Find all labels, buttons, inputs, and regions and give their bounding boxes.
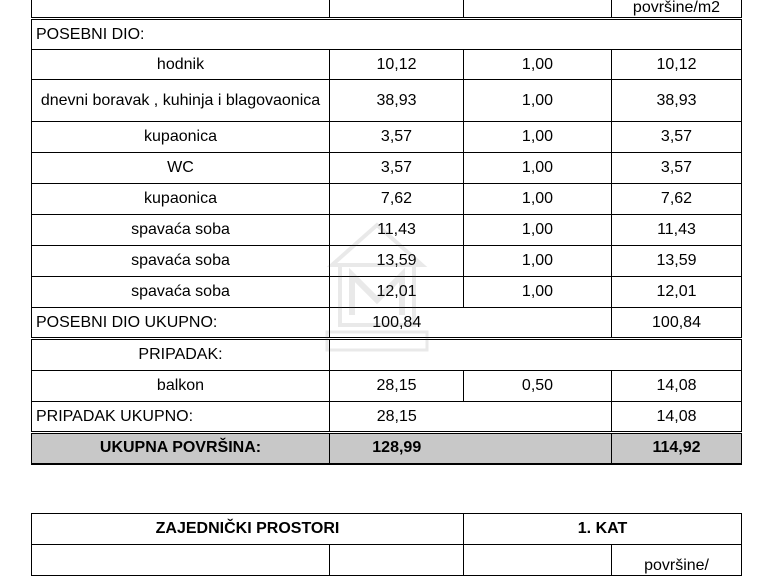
room-coef: 0,50 xyxy=(464,371,612,402)
header-cell: površine/m2 xyxy=(612,0,742,19)
grand-total-coef xyxy=(464,433,612,464)
header-row xyxy=(32,545,742,576)
room-area: 38,93 xyxy=(330,80,464,122)
pripadak-row xyxy=(32,339,742,371)
room-area: 3,57 xyxy=(330,122,464,153)
room-coef: 1,00 xyxy=(464,50,612,80)
room-name: hodnik xyxy=(32,50,330,80)
grand-total-row xyxy=(32,433,742,464)
common-areas-header xyxy=(32,514,742,545)
table-row xyxy=(32,153,742,184)
room-coef: 1,00 xyxy=(464,215,612,246)
header-cell xyxy=(330,0,464,19)
pripadak-total-label: PRIPADAK UKUPNO: xyxy=(32,402,330,433)
grand-total-net: 114,92 xyxy=(612,433,742,464)
table-row xyxy=(32,184,742,215)
section-label: POSEBNI DIO: xyxy=(32,19,742,50)
room-net: 11,43 xyxy=(612,215,742,246)
header-cell xyxy=(464,545,612,576)
room-area: 12,01 xyxy=(330,277,464,308)
room-name: dnevni boravak , kuhinja i blagovaonica xyxy=(32,80,330,122)
common-areas-table xyxy=(31,513,742,576)
room-net: 12,01 xyxy=(612,277,742,308)
table-row xyxy=(32,277,742,308)
table-row xyxy=(32,246,742,277)
room-net: 38,93 xyxy=(612,80,742,122)
section-total-coef xyxy=(464,308,612,339)
room-net: 3,57 xyxy=(612,153,742,184)
table-row xyxy=(32,371,742,402)
room-net: 13,59 xyxy=(612,246,742,277)
room-name: kupaonica xyxy=(32,184,330,215)
header-cell: površine/ xyxy=(612,545,742,576)
header-row xyxy=(32,0,742,19)
room-net: 14,08 xyxy=(612,371,742,402)
room-area: 13,59 xyxy=(330,246,464,277)
table-row xyxy=(32,80,742,122)
room-area: 3,57 xyxy=(330,153,464,184)
table-row xyxy=(32,50,742,80)
room-name: spavaća soba xyxy=(32,215,330,246)
header-cell xyxy=(330,545,464,576)
table-row xyxy=(32,215,742,246)
room-name: kupaonica xyxy=(32,122,330,153)
grand-total-label: UKUPNA POVRŠINA: xyxy=(32,433,330,464)
room-coef: 1,00 xyxy=(464,246,612,277)
pripadak-total-row xyxy=(32,402,742,433)
table-row xyxy=(32,122,742,153)
floor-label: 1. KAT xyxy=(464,514,742,545)
room-coef: 1,00 xyxy=(464,80,612,122)
room-coef: 1,00 xyxy=(464,184,612,215)
room-coef: 1,00 xyxy=(464,122,612,153)
area-table xyxy=(31,0,742,465)
room-net: 10,12 xyxy=(612,50,742,80)
pripadak-empty xyxy=(330,339,742,371)
room-area: 11,43 xyxy=(330,215,464,246)
room-area: 28,15 xyxy=(330,371,464,402)
header-cell xyxy=(32,545,330,576)
room-area: 10,12 xyxy=(330,50,464,80)
room-net: 3,57 xyxy=(612,122,742,153)
pripadak-total-net: 14,08 xyxy=(612,402,742,433)
section-total-row xyxy=(32,308,742,339)
common-areas-title: ZAJEDNIČKI PROSTORI xyxy=(32,514,464,545)
header-cell xyxy=(32,0,330,19)
grand-total-area: 128,99 xyxy=(330,433,464,464)
pripadak-total-area: 28,15 xyxy=(330,402,464,433)
room-coef: 1,00 xyxy=(464,277,612,308)
section-total-area: 100,84 xyxy=(330,308,464,339)
header-cell xyxy=(464,0,612,19)
room-name: balkon xyxy=(32,371,330,402)
pripadak-total-coef xyxy=(464,402,612,433)
section-total-label: POSEBNI DIO UKUPNO: xyxy=(32,308,330,339)
pripadak-label: PRIPADAK: xyxy=(32,339,330,371)
room-area: 7,62 xyxy=(330,184,464,215)
section-total-net: 100,84 xyxy=(612,308,742,339)
room-net: 7,62 xyxy=(612,184,742,215)
room-coef: 1,00 xyxy=(464,153,612,184)
section-row xyxy=(32,19,742,50)
room-name: spavaća soba xyxy=(32,246,330,277)
room-name: spavaća soba xyxy=(32,277,330,308)
room-name: WC xyxy=(32,153,330,184)
